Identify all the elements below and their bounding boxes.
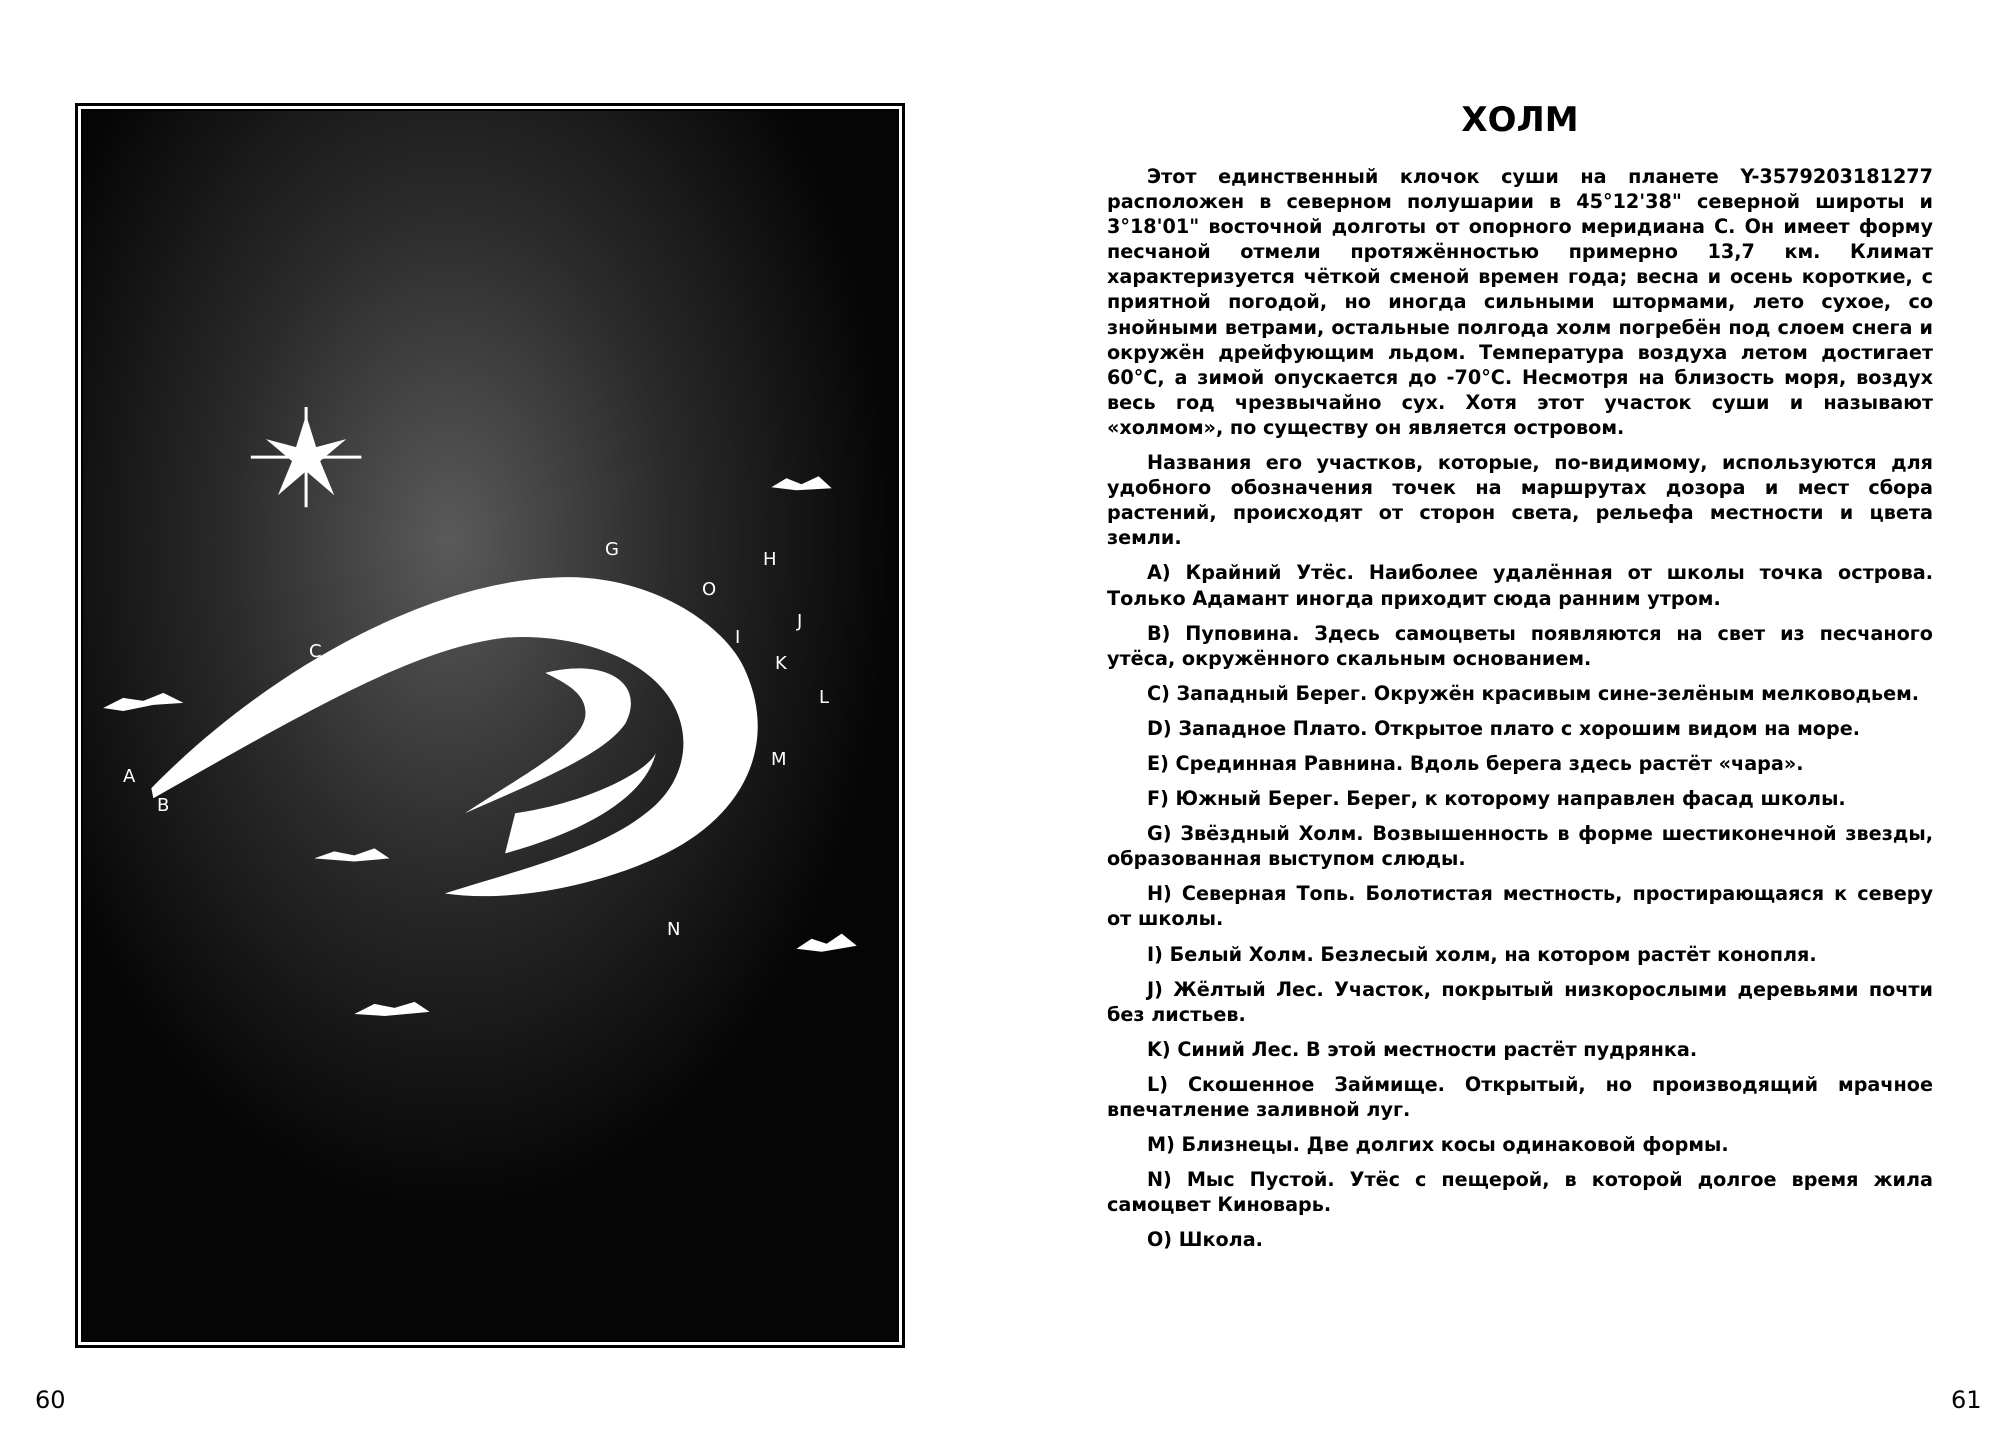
map-label-n: N [667,919,681,940]
entry-c: C) Западный Берег. Окружён красивым сине-зелёным мелководьем. [1147,681,1920,705]
map-label-o: O [702,579,717,600]
map-label-e: E [539,611,551,632]
entry-l: L) Скошенное Займище. Открытый, но производящий мрачное впечатление заливной луг. [1107,1072,1933,1121]
entry-o: O) Школа. [1147,1228,1263,1252]
map-label-j: J [797,611,803,632]
map-label-f: F [648,615,659,636]
intro-paragraph: Этот единственный клочок суши на планете Y-3579203181277 расположен в северном полушарии в 45°12'38" северной широты и 3°18'01" восточной долготы от опорного меридиана С. Он имеет форму песчаной отмели протяжённостью примерно 13,7 км. Климат характеризуется чёткой сменой времен года; весна и осень короткие, с приятной погодой, но иногда сильными штормами, лето сухое, со знойными ветрами, остальные полгода холм погребён под слоем снега и окружён дрейфующим льдом. Температура воздуха летом достигает 60°С, а зимой опускается до -70°С. Несмотря на близость моря, воздух весь год чрезвычайно сух. Хотя этот участок суши и называют «холмом», по существу он является островом. [1107,165,1933,439]
entry-h: H) Северная Топь. Болотистая местность, простирающаяся к северу от школы. [1107,882,1933,931]
entry-k: K) Синий Лес. В этой местности растёт пудрянка. [1147,1037,1698,1061]
map-label-m: M [771,749,787,770]
map-label-i: I [735,627,741,648]
entry-a: A) Крайний Утёс. Наиболее удалённая от школы точка острова. Только Адамант иногда приходит сюда ранним утром. [1107,561,1933,610]
island-map-drawing [83,111,897,1340]
entry-g: G) Звёздный Холм. Возвышенность в форме шестиконечной звезды, образованная выступом слюды. [1107,822,1933,871]
page-number-left: 60 [35,1386,66,1414]
island-map [81,109,899,1342]
names-intro-paragraph: Названия его участков, которые, по-видимому, используются для удобного обозначения точек на маршрутах дозора и мест сбора растений, происходят от сторон света, рельефа местности и цвета земли. [1107,451,1933,550]
map-label-b: B [157,795,170,816]
map-label-g: G [605,539,619,560]
map-label-d: D [437,621,451,642]
entry-b: B) Пуповина. Здесь самоцветы появляются на свет из песчаного утёса, окружённого скальным основанием. [1107,621,1933,670]
article-title: ХОЛМ [1461,100,1579,140]
map-label-k: K [775,653,787,674]
entry-i: I) Белый Холм. Безлесый холм, на котором растёт конопля. [1147,942,1817,966]
entry-n: N) Мыс Пустой. Утёс с пещерой, в которой долгое время жила самоцвет Киноварь. [1107,1168,1933,1217]
map-label-a: A [123,766,136,787]
map-label-h: H [763,549,777,570]
map-label-c: C [309,641,322,662]
map-label-l: L [819,687,830,708]
entry-j: J) Жёлтый Лес. Участок, покрытый низкорослыми деревьями почти без листьев. [1107,977,1933,1026]
entry-f: F) Южный Берег. Берег, к которому направлен фасад школы. [1147,787,1846,811]
entry-e: E) Срединная Равнина. Вдоль берега здесь растёт «чара». [1147,751,1804,775]
map-illustration-frame [75,103,905,1348]
article-column [1107,100,1933,1262]
page-number-right: 61 [1951,1386,1982,1414]
entry-m: M) Близнецы. Две долгих косы одинаковой формы. [1147,1133,1729,1157]
entry-d: D) Западное Плато. Открытое плато с хорошим видом на море. [1147,716,1861,740]
